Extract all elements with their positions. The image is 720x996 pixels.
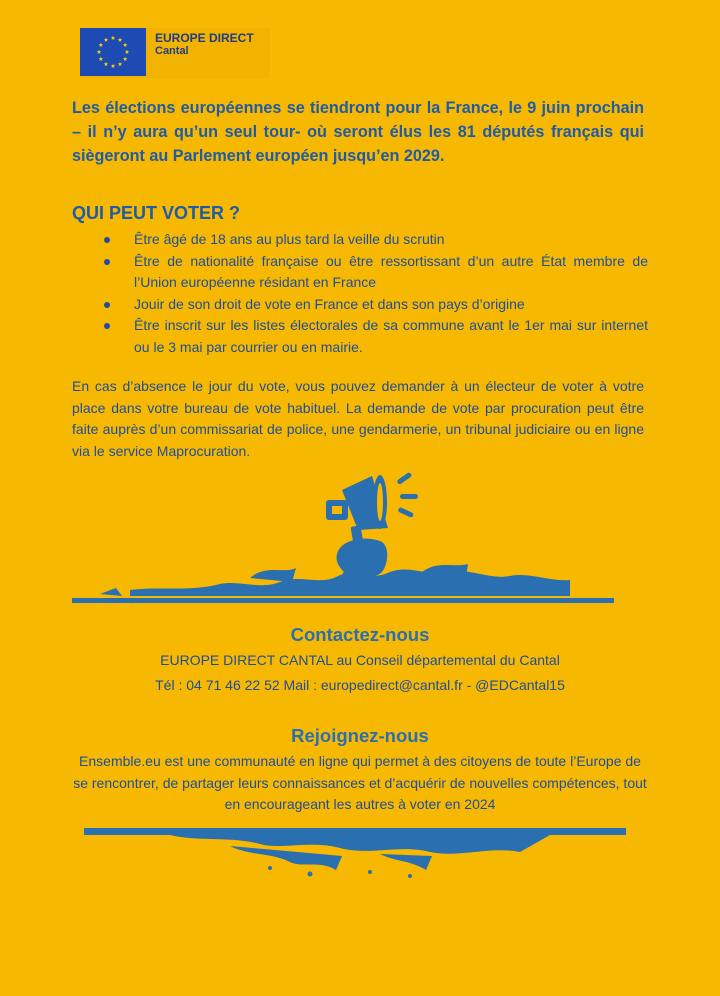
proxy-paragraph: En cas d’absence le jour du vote, vous pouvez demander à un électeur de voter à votre place dans votre bureau de vote habituel. La demande de vote par procuration peut être faite auprès d’un commissariat de police, une gendarmerie, un tribunal judiciaire ou en ligne via le service Maprocuration.	[72, 378, 644, 459]
logo-title: EUROPE DIRECT	[155, 31, 254, 45]
list-item: Jouir de son droit de vote en France et dans son pays d’origine	[100, 294, 648, 316]
bullet-icon	[104, 302, 110, 308]
list-item: Être de nationalité française ou être ressortissant d’un autre État membre de l’Union européenne résidant en France	[100, 251, 648, 294]
list-item: Être âgé de 18 ans au plus tard la veille du scrutin	[100, 229, 648, 251]
contact-details: Tél : 04 71 46 22 52 Mail : europedirect@cantal.fr - @EDCantal15	[155, 677, 565, 693]
wave-divider	[80, 826, 628, 891]
intro-paragraph: Les élections européennes se tiendront pour la France, le 9 juin prochain – il n’y aura qu’un seul tour- où seront élus les 81 députés français qui siègeront au Parlement européen jusqu’en 2029.	[72, 99, 644, 165]
voters-list	[100, 229, 648, 358]
bullet-icon	[104, 237, 110, 243]
list-item: Être inscrit sur les listes électorales de sa commune avant le 1er mai sur internet ou le 3 mai par courrier ou en mairie.	[100, 315, 648, 358]
bullet-icon	[104, 323, 110, 329]
join-title: Rejoignez-nous	[291, 725, 429, 746]
megaphone-hand-icon	[70, 468, 618, 613]
voters-title: QUI PEUT VOTER ?	[72, 203, 241, 223]
bullet-icon	[104, 259, 110, 265]
contact-address: EUROPE DIRECT CANTAL au Conseil départemental du Cantal	[160, 652, 560, 668]
logo-subtitle: Cantal	[155, 45, 189, 58]
contact-title: Contactez-nous	[290, 624, 430, 645]
europe-direct-logo	[80, 28, 270, 78]
join-paragraph: Ensemble.eu est une communauté en ligne qui permet à des citoyens de toute l’Europe de se rencontrer, de partager leurs connaissances et d’acquérir de nouvelles compétences, tout en encourageant les autres à voter en 2024	[73, 753, 647, 812]
eu-flag-icon	[80, 28, 146, 76]
divider-line	[72, 598, 614, 603]
